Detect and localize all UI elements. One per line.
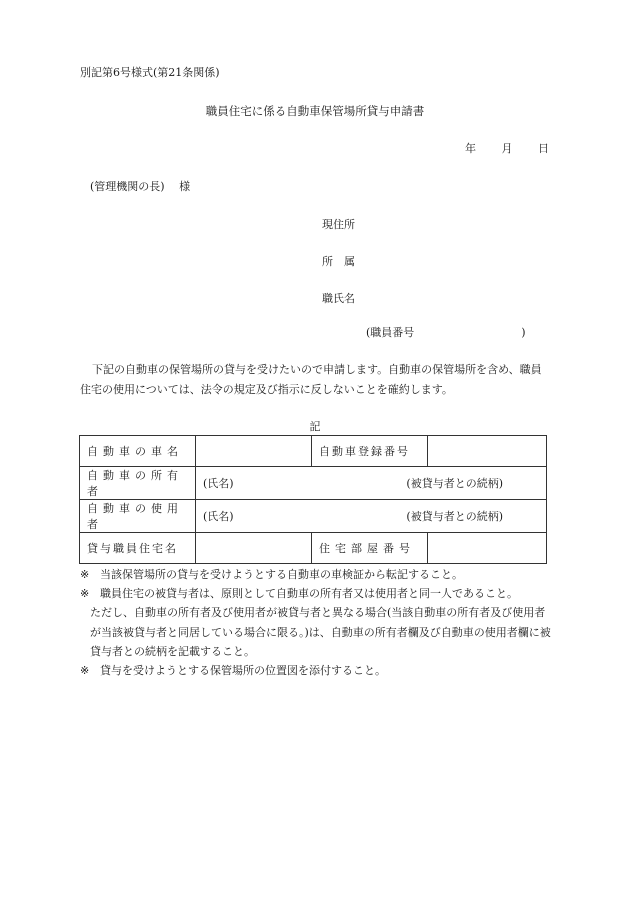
date-day-label: 日 bbox=[538, 142, 549, 155]
note-text: 職員住宅の被貸与者は、原則として自動車の所有者又は使用者と同一人であること。 bbox=[100, 587, 518, 601]
document-title: 職員住宅に係る自動車保管場所貸与申請書 bbox=[205, 104, 425, 118]
affiliation-label: 所 属 bbox=[322, 255, 355, 268]
note-text: 当該保管場所の貸与を受けようとする自動車の車検証から転記すること。 bbox=[100, 568, 463, 581]
note-item bbox=[80, 661, 555, 680]
room-number-cell[interactable] bbox=[428, 533, 547, 564]
intro-paragraph: 下記の自動車の保管場所の貸与を受けたいので申請します。自動車の保管場所を含め、職員住宅の使用については、法令の規定及び指示に反しないことを確約します。 bbox=[80, 363, 542, 396]
housing-name-label: 貸与職員住宅名 bbox=[80, 533, 196, 564]
room-number-label: 住宅部屋番号 bbox=[312, 533, 428, 564]
employee-id-label: (職員番号 bbox=[366, 326, 415, 339]
note-continuation: ただし、自動車の所有者及び使用者が被貸与者と異なる場合(当該自動車の所有者及び使用者が当該被貸与者と同居している場合に限る。)は、自動車の所有者欄及び自動車の使用者欄に被貸与者との続柄を記載すること。 bbox=[90, 606, 551, 658]
owner-relation-label: (被貸与者との続柄) bbox=[406, 477, 503, 490]
table-row bbox=[80, 467, 547, 500]
user-label: 自動車の使用者 bbox=[80, 500, 196, 533]
table-row bbox=[80, 436, 547, 467]
affiliation-field[interactable] bbox=[370, 249, 540, 269]
employee-id-close: ) bbox=[521, 326, 526, 339]
user-relation-label: (被貸与者との続柄) bbox=[406, 510, 503, 523]
note-mark: ※ bbox=[80, 664, 90, 678]
owner-cell[interactable] bbox=[196, 467, 547, 500]
note-text: 貸与を受けようとする保管場所の位置図を添付すること。 bbox=[100, 664, 386, 678]
name-field[interactable] bbox=[370, 286, 540, 306]
date-year-label: 年 bbox=[465, 142, 476, 155]
table-row bbox=[80, 500, 547, 533]
date-month-label: 月 bbox=[501, 142, 513, 155]
addressee: (管理機関の長) 様 bbox=[90, 180, 191, 193]
note-item bbox=[80, 565, 555, 584]
user-cell[interactable] bbox=[196, 500, 547, 533]
user-name-label: (氏名) bbox=[203, 510, 234, 523]
registration-number-label: 自動車登録番号 bbox=[312, 436, 428, 467]
note-mark: ※ bbox=[80, 587, 90, 601]
ki-heading: 記 bbox=[309, 420, 321, 433]
housing-name-cell[interactable] bbox=[196, 533, 312, 564]
address-label: 現住所 bbox=[322, 218, 355, 231]
form-number: 別記第6号様式(第21条関係) bbox=[80, 66, 220, 79]
notes bbox=[80, 565, 555, 680]
registration-number-cell[interactable] bbox=[428, 436, 547, 467]
vehicle-table bbox=[79, 435, 547, 564]
employee-id-line bbox=[366, 324, 526, 340]
name-label: 職氏名 bbox=[322, 292, 355, 305]
note-item bbox=[80, 584, 555, 603]
car-name-cell[interactable] bbox=[196, 436, 312, 467]
table-row bbox=[80, 533, 547, 564]
date-line bbox=[455, 140, 549, 156]
owner-label: 自動車の所有者 bbox=[80, 467, 196, 500]
address-field[interactable] bbox=[370, 212, 540, 232]
car-name-label: 自動車の車名 bbox=[80, 436, 196, 467]
owner-name-label: (氏名) bbox=[203, 477, 234, 490]
note-mark: ※ bbox=[80, 568, 90, 581]
